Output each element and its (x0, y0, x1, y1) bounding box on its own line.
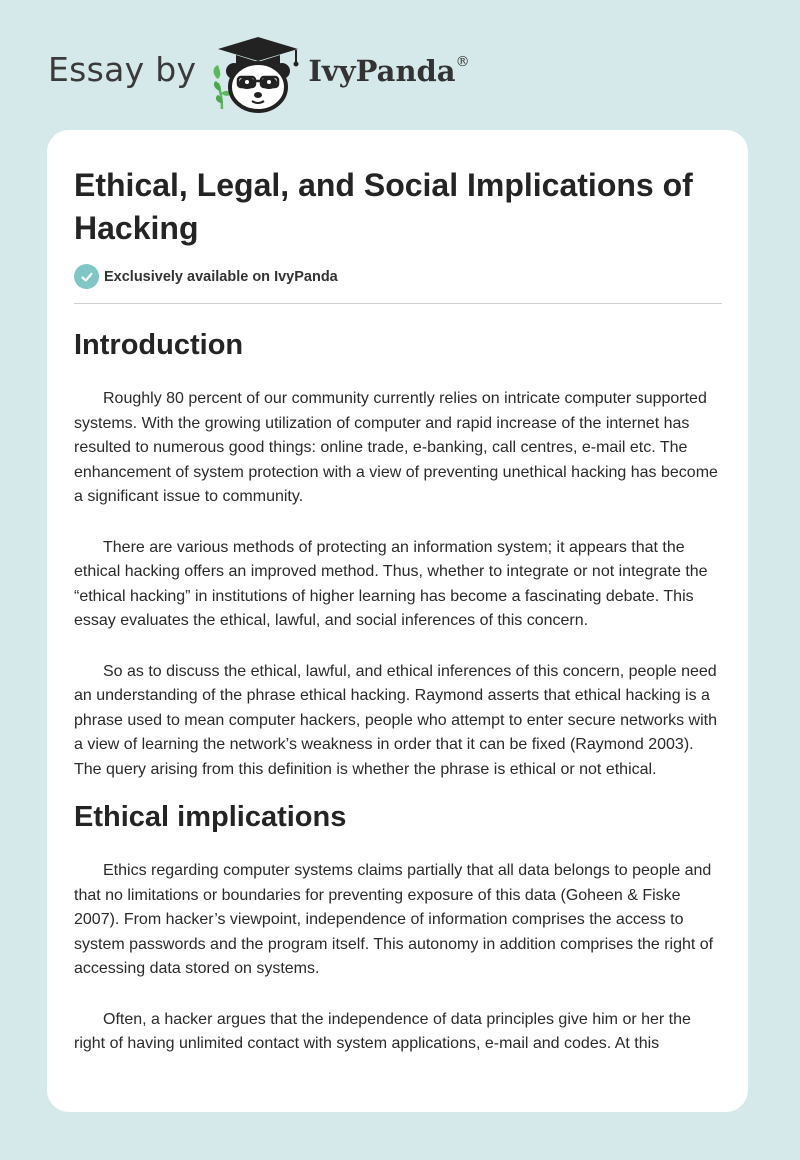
paragraph: So as to discuss the ethical, lawful, and ethical inferences of this concern, people need an understanding of the phrase ethical hacking. Raymond asserts that ethical hacking is a phrase used to mean computer hackers, people who attempt to enter secure networks with a view of learning the network’s weakness in order that it can be fixed (Raymond 2003). The query arising from this definition is whether the phrase is ethical or not ethical. (74, 662, 718, 778)
check-circle-icon (74, 264, 99, 289)
ivypanda-brand[interactable] (308, 54, 469, 88)
registered-mark: ® (455, 54, 470, 71)
exclusive-label: Exclusively available on IvyPanda (104, 268, 338, 285)
panda-face-icon (226, 63, 290, 111)
paragraph: Ethics regarding computer systems claims partially that all data belongs to people and that no limitations or boundaries for preventing exposure of this data (Goheen & Fiske 2007). From hacker’s viewpoint, independence of information comprises the access to system passwords and the program itself. This autonomy in addition comprises the right of accessing data stored on systems. (74, 862, 714, 977)
section-heading-ethical-implications: Ethical implications (74, 801, 347, 833)
essay-by-label: Essay by (48, 49, 197, 89)
panda-logo-icon[interactable] (210, 31, 306, 115)
divider (74, 303, 722, 304)
essay-body (74, 323, 722, 1057)
exclusive-badge (74, 264, 338, 289)
section-heading-introduction: Introduction (74, 329, 244, 361)
paragraph: There are various methods of protecting an information system; it appears that the ethical hacking offers an improved method. Thus, whether to integrate or not integrate the “ethical hacking” in institutions of higher learning has become a fascinating debate. This essay evaluates the ethical, lawful, and social inferences of this concern. (74, 538, 708, 629)
paragraph: Roughly 80 percent of our community currently relies on intricate computer supported systems. With the growing utilization of computer and rapid increase of the internet has resulted to numerous good things: online trade, e-banking, call centres, e-mail etc. The enhancement of system protection with a view of preventing unethical hacking has become a significant issue to community. (74, 390, 718, 505)
paragraph: Often, a hacker argues that the independence of data principles give him or her the right of having unlimited contact with system applications, e-mail and codes. At this (74, 1010, 691, 1052)
brand-name: IvyPanda (308, 54, 456, 88)
essay-card (47, 130, 748, 1112)
page-title: Ethical, Legal, and Social Implications of Hacking (74, 167, 693, 246)
site-header (48, 28, 470, 118)
